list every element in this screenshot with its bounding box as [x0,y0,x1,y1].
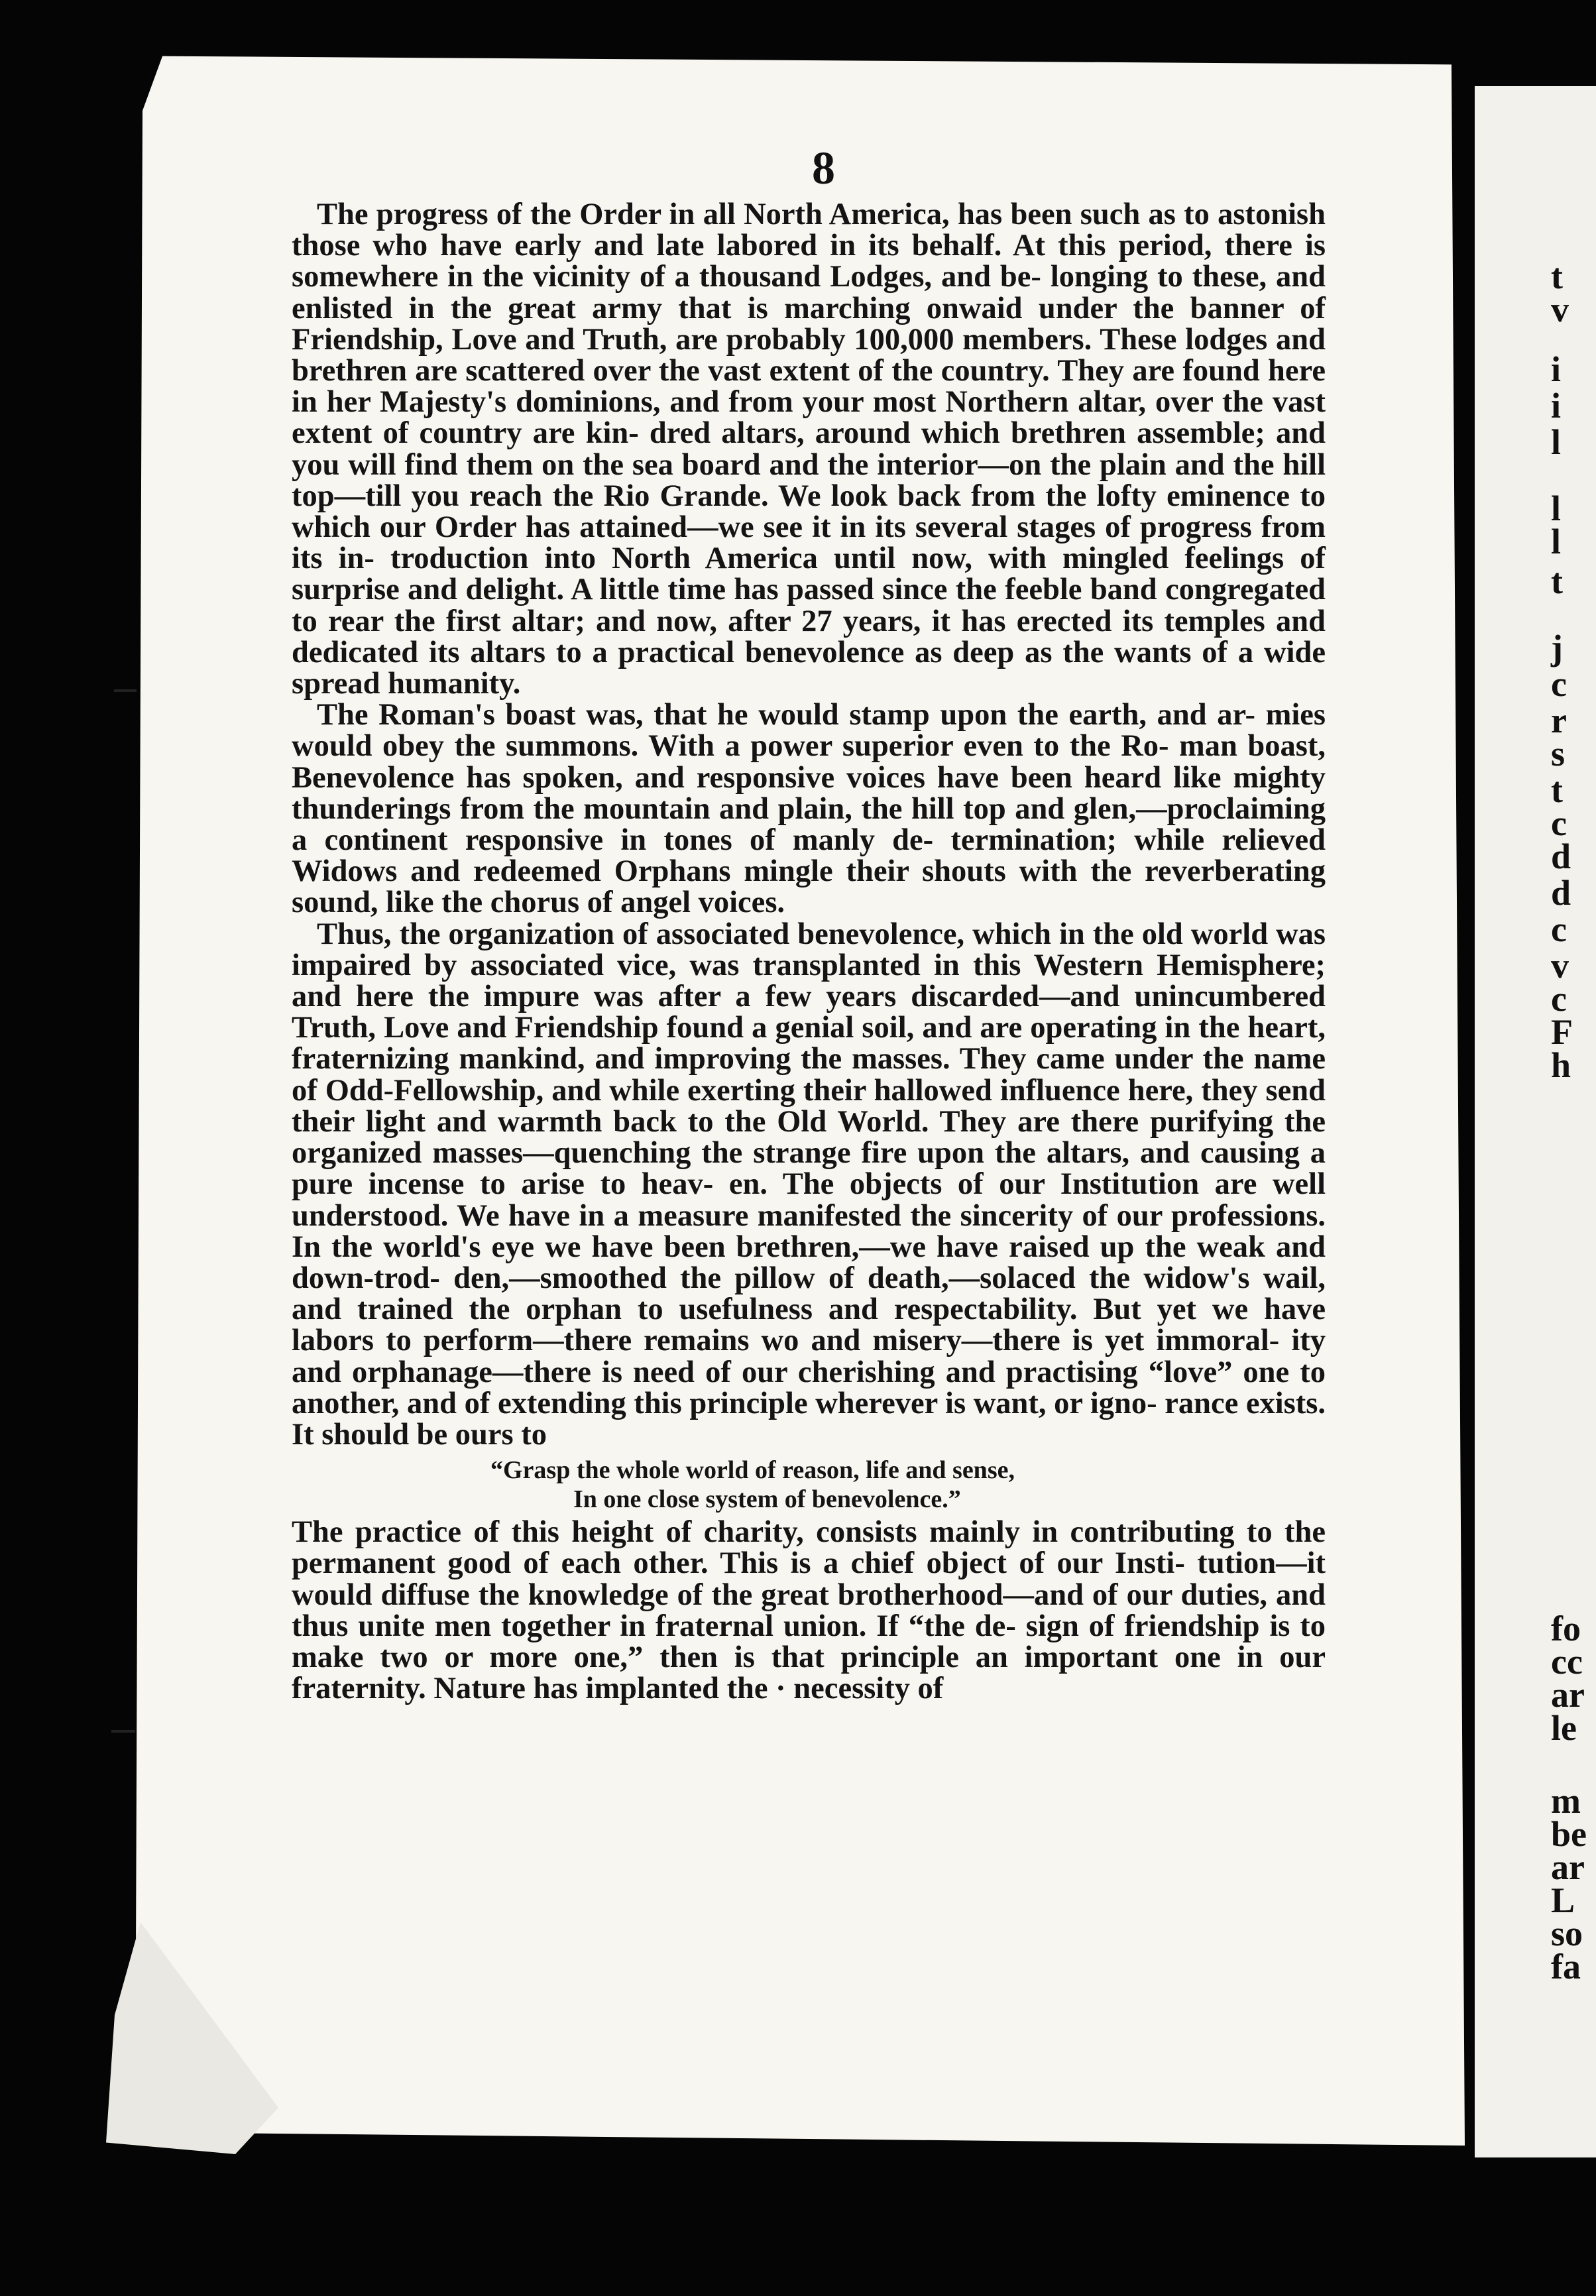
quote-line: “Grasp the whole world of reason, life and sense, [490,1456,1015,1485]
fragment: r [1551,701,1567,740]
page-number: 8 [812,143,835,194]
edge-mark [114,689,137,692]
fragment: l [1551,488,1562,528]
fragment: d [1551,836,1571,876]
fragment: cc [1551,1642,1583,1682]
paragraph: The progress of the Order in all North America, has been such as to astonish those who have early and late labored in its behalf. At this period, there is somewhere in the vicinity of a thousand Lodges, and be- longing to these, and enlisted in the great army that is marching onwaid under the banner of Friendship, Love and Truth, are probably 100,000 members. These lodges and brethren are scattered over the vast extent of the country. They are found here in her Majesty's dominions, and from your most Northern altar, over the vast extent of country are kin- dred altars, around which brethren assemble; and you will find them on the sea board and the interior—on the plain and the hill top—till you reach the Rio Grande. We look back from the lofty eminence to which our Order has attained—we see it in its several stages of progress from its in- troduction into North America until now, with mingled feelings of surprise and delight. A little time has passed since the feeble band congregated to rear the first altar; and now, after 27 years, it has erected its temples and dedicated its altars to a practical benevolence as deep as the wants of a wide spread humanity. [292,198,1326,701]
fragment: m [1551,1781,1581,1821]
fragment: s [1551,734,1566,774]
fragment: c [1551,979,1567,1019]
fragment: le [1551,1708,1577,1748]
paragraph: Thus, the organization of associated benevolence, which in the old world was impaired by associated vice, was transplanted in this Western Hemisphere; and here the impure was after a few years discarded—and unincumbered Truth, Love and Friendship found a genial soil, and are operating in the heart, fraternizing mankind, and improving the masses. They came under the name of Odd-Fellowship, and while exerting their hallowed influence here, they send their light and warmth back to the Old World. They are there purifying the organized masses—quenching the strange fire upon the altars, and causing a pure incense to arise to heav- en. The objects of our Institution are well understood. We have in a measure manifested the sincerity of our professions. In the world's eye we have been brethren,—we have raised up the weak and down-trod- den,—smoothed the pillow of death,—solaced the widow's wail, and trained the orphan to usefulness and respectability. But yet we have labors to perform—there remains wo and misery—there is yet immoral- ity and orphanage—there is need of our cherishing and practising “love” one to another, and of extending this principle wherever is want, or igno- rance exists. It should be ours to [292,917,1326,1452]
fragment: v [1551,946,1569,986]
fragment: ar [1551,1847,1585,1887]
fragment: l [1551,522,1562,561]
fragment: j [1551,628,1563,667]
quote-line: In one close system of benevolence.” [573,1485,961,1514]
fragment: fo [1551,1609,1581,1648]
fragment: h [1551,1045,1571,1085]
fragment: i [1551,386,1562,426]
fragment: c [1551,664,1567,704]
body-text [292,199,1326,1704]
fragment: t [1551,770,1563,810]
quotation [292,1456,1326,1514]
fragment: F [1551,1012,1573,1052]
adjacent-page-fragments [1551,0,1596,2296]
fragment: c [1551,803,1567,843]
fragment: v [1551,290,1569,329]
fragment: so [1551,1914,1583,1953]
fragment: ar [1551,1675,1585,1715]
fragment: t [1551,257,1563,296]
fragment: fa [1551,1947,1581,1986]
fragment: c [1551,909,1567,949]
fragment: i [1551,349,1562,389]
fragment: d [1551,873,1571,913]
edge-mark [111,1730,135,1733]
paragraph: The practice of this height of charity, consists mainly in contributing to the permanent good of each other. This is a chief object of our Insti- tution—it would diffuse the knowledge of the great brotherhood—and of our duties, and thus unite men together in fraternal union. If “the de- sign of friendship is to make two or more one,” then is that principle an important one in our fraternity. Nature has implanted the · necessity of [292,1515,1326,1706]
fragment: be [1551,1814,1587,1854]
fragment: l [1551,422,1562,462]
fragment: L [1551,1880,1575,1920]
fragment: t [1551,561,1563,601]
paragraph: The Roman's boast was, that he would stamp upon the earth, and ar- mies would obey the summons. With a power superior even to the Ro- man boast, Benevolence has spoken, and responsive voices have been heard like mighty thunderings from the mountain and plain, the hill top and glen,—proclaiming a continent responsive in tones of manly de- termination; while relieved Widows and redeemed Orphans mingle their shouts with the reverberating sound, like the chorus of angel voices. [292,698,1326,920]
